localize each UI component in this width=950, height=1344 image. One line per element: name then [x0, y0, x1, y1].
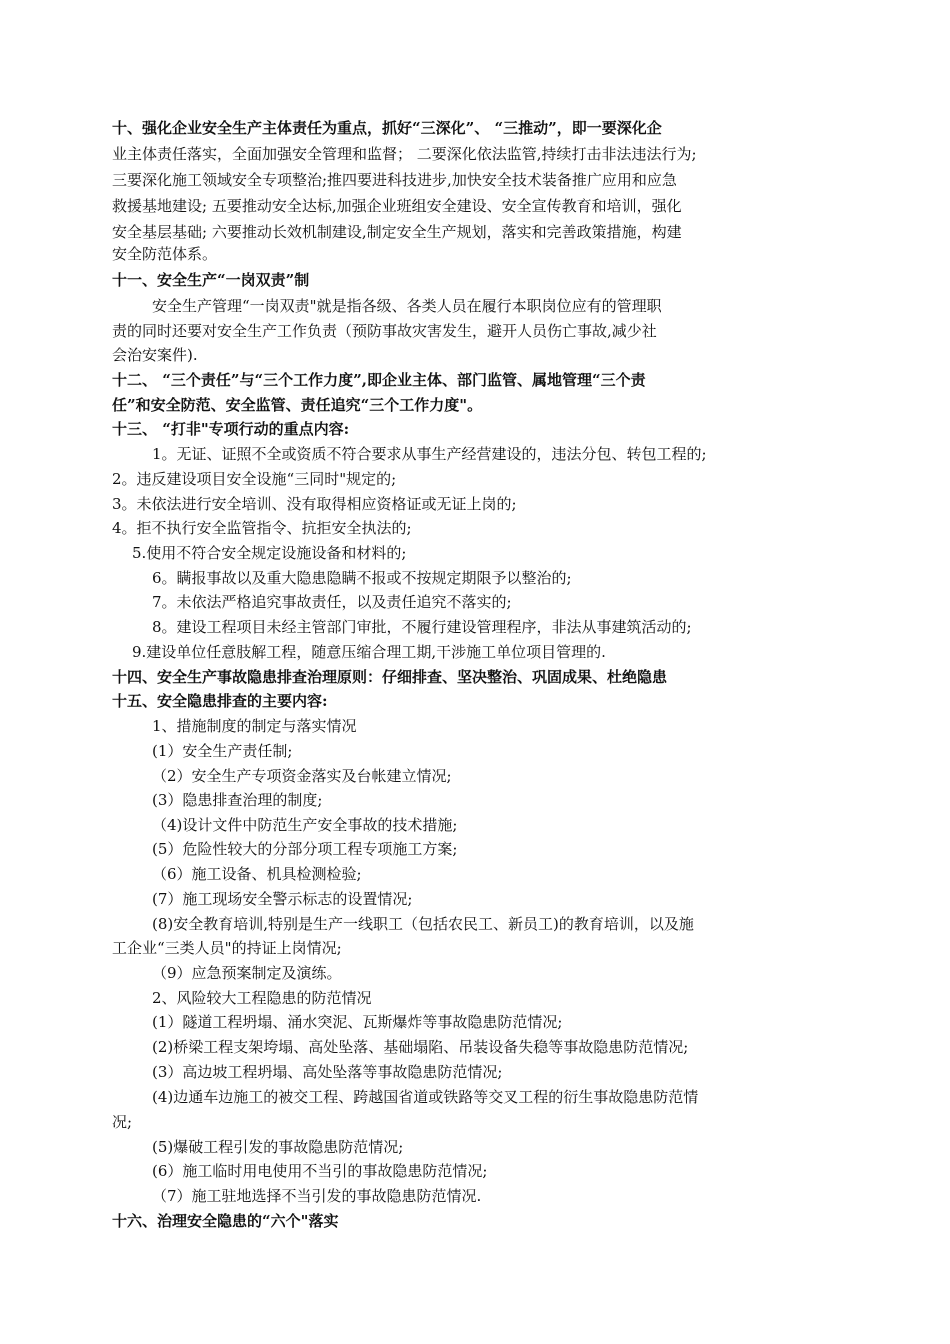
- list-item: (5）危险性较大的分部分项工程专项施工方案;: [152, 840, 458, 858]
- list-item: 3。未依法进行安全培训、没有取得相应资格证或无证上岗的;: [112, 495, 517, 513]
- list-item: (7）施工现场安全警示标志的设置情况;: [152, 890, 413, 908]
- section-11-heading: 十一、安全生产“一岗双责”制: [112, 271, 310, 289]
- paragraph-line: 安全防范体系。: [112, 245, 218, 263]
- list-item: (4)边通车边施工的被交工程、跨越国省道或铁路等交叉工程的衍生事故隐患防范情: [152, 1088, 699, 1106]
- list-item: （7）施工驻地选择不当引发的事故隐患防范情况.: [152, 1187, 482, 1205]
- list-item: 6。瞒报事故以及重大隐患隐瞒不报或不按规定期限予以整治的;: [152, 569, 572, 587]
- list-item: (6）施工临时用电使用不当引的事故隐患防范情况;: [152, 1162, 488, 1180]
- list-item: (1）安全生产责任制;: [152, 742, 293, 760]
- section-12-heading-line: 十二、 “三个责任”与“三个工作力度”,即企业主体、部门监管、属地管理“三个责: [112, 371, 646, 389]
- list-item: 4。拒不执行安全监管指令、抗拒安全执法的;: [112, 519, 412, 537]
- list-item: (8)安全教育培训,特别是生产一线职工（包括农民工、新员工)的教育培训，以及施: [152, 915, 694, 933]
- list-item: （6）施工设备、机具检测检验;: [152, 865, 362, 883]
- list-item-continuation: 况;: [112, 1113, 133, 1131]
- list-item: (3）高边坡工程坍塌、高处坠落等事故隐患防范情况;: [152, 1063, 503, 1081]
- section-15-heading: 十五、安全隐患排查的主要内容:: [112, 692, 328, 710]
- section-14-heading: 十四、安全生产事故隐患排查治理原则：仔细排查、坚决整治、巩固成果、杜绝隐患: [112, 668, 668, 686]
- paragraph-line: 安全基层基础; 六要推动长效机制建设,制定安全生产规划，落实和完善政策措施，构建: [112, 223, 682, 241]
- list-item: (5)爆破工程引发的事故隐患防范情况;: [152, 1138, 404, 1156]
- list-item-continuation: 工企业“三类人员"的持证上岗情况;: [112, 939, 342, 957]
- list-item: （4)设计文件中防范生产安全事故的技术措施;: [152, 816, 458, 834]
- list-item: 9.建设单位任意肢解工程，随意压缩合理工期,干涉施工单位项目管理的.: [132, 643, 606, 661]
- subsection-heading: 2、风险较大工程隐患的防范情况: [152, 989, 372, 1007]
- list-item: 7。未依法严格追究事故责任，以及责任追究不落实的;: [152, 593, 512, 611]
- list-item: (1）隧道工程坍塌、涌水突泥、瓦斯爆炸等事故隐患防范情况;: [152, 1013, 563, 1031]
- section-13-heading: 十三、 “打非"专项行动的重点内容:: [112, 420, 350, 438]
- list-item: 2。违反建设项目安全设施“三同时"规定的;: [112, 470, 397, 488]
- list-item: 8。建设工程项目未经主管部门审批，不履行建设管理程序，非法从事建筑活动的;: [152, 618, 692, 636]
- paragraph-line: 救援基地建设; 五要推动安全达标,加强企业班组安全建设、安全宣传教育和培训，强化: [112, 197, 682, 215]
- subsection-heading: 1、措施制度的制定与落实情况: [152, 717, 357, 735]
- section-12-heading-line: 任”和安全防范、安全监管、责任追究“三个工作力度"。: [112, 396, 483, 414]
- paragraph-line: 安全生产管理“一岗双责"就是指各级、各类人员在履行本职岗位应有的管理职: [152, 297, 662, 315]
- section-10-heading-line: 十、强化企业安全生产主体责任为重点，抓好“三深化”、 “三推动”，即一要深化企: [112, 119, 662, 137]
- paragraph-line: 三要深化施工领域安全专项整治;推四要进科技进步,加快安全技术装备推广应用和应急: [112, 171, 677, 189]
- list-item: （2）安全生产专项资金落实及台帐建立情况;: [152, 767, 452, 785]
- list-item: 1。无证、证照不全或资质不符合要求从事生产经营建设的，违法分包、转包工程的;: [152, 445, 707, 463]
- list-item: 5.使用不符合安全规定设施设备和材料的;: [132, 544, 407, 562]
- paragraph-line: 责的同时还要对安全生产工作负责（预防事故灾害发生，避开人员伤亡事故,减少社: [112, 322, 657, 340]
- paragraph-line: 业主体责任落实，全面加强安全管理和监督； 二要深化依法监管,持续打击非法违法行为;: [112, 145, 697, 163]
- list-item: （9）应急预案制定及演练。: [152, 964, 342, 982]
- list-item: (2)桥梁工程支架垮塌、高处坠落、基础塌陷、吊装设备失稳等事故隐患防范情况;: [152, 1038, 689, 1056]
- paragraph-line: 会治安案件).: [112, 346, 198, 364]
- list-item: (3）隐患排查治理的制度;: [152, 791, 323, 809]
- section-16-heading: 十六、治理安全隐患的“六个"落实: [112, 1212, 339, 1230]
